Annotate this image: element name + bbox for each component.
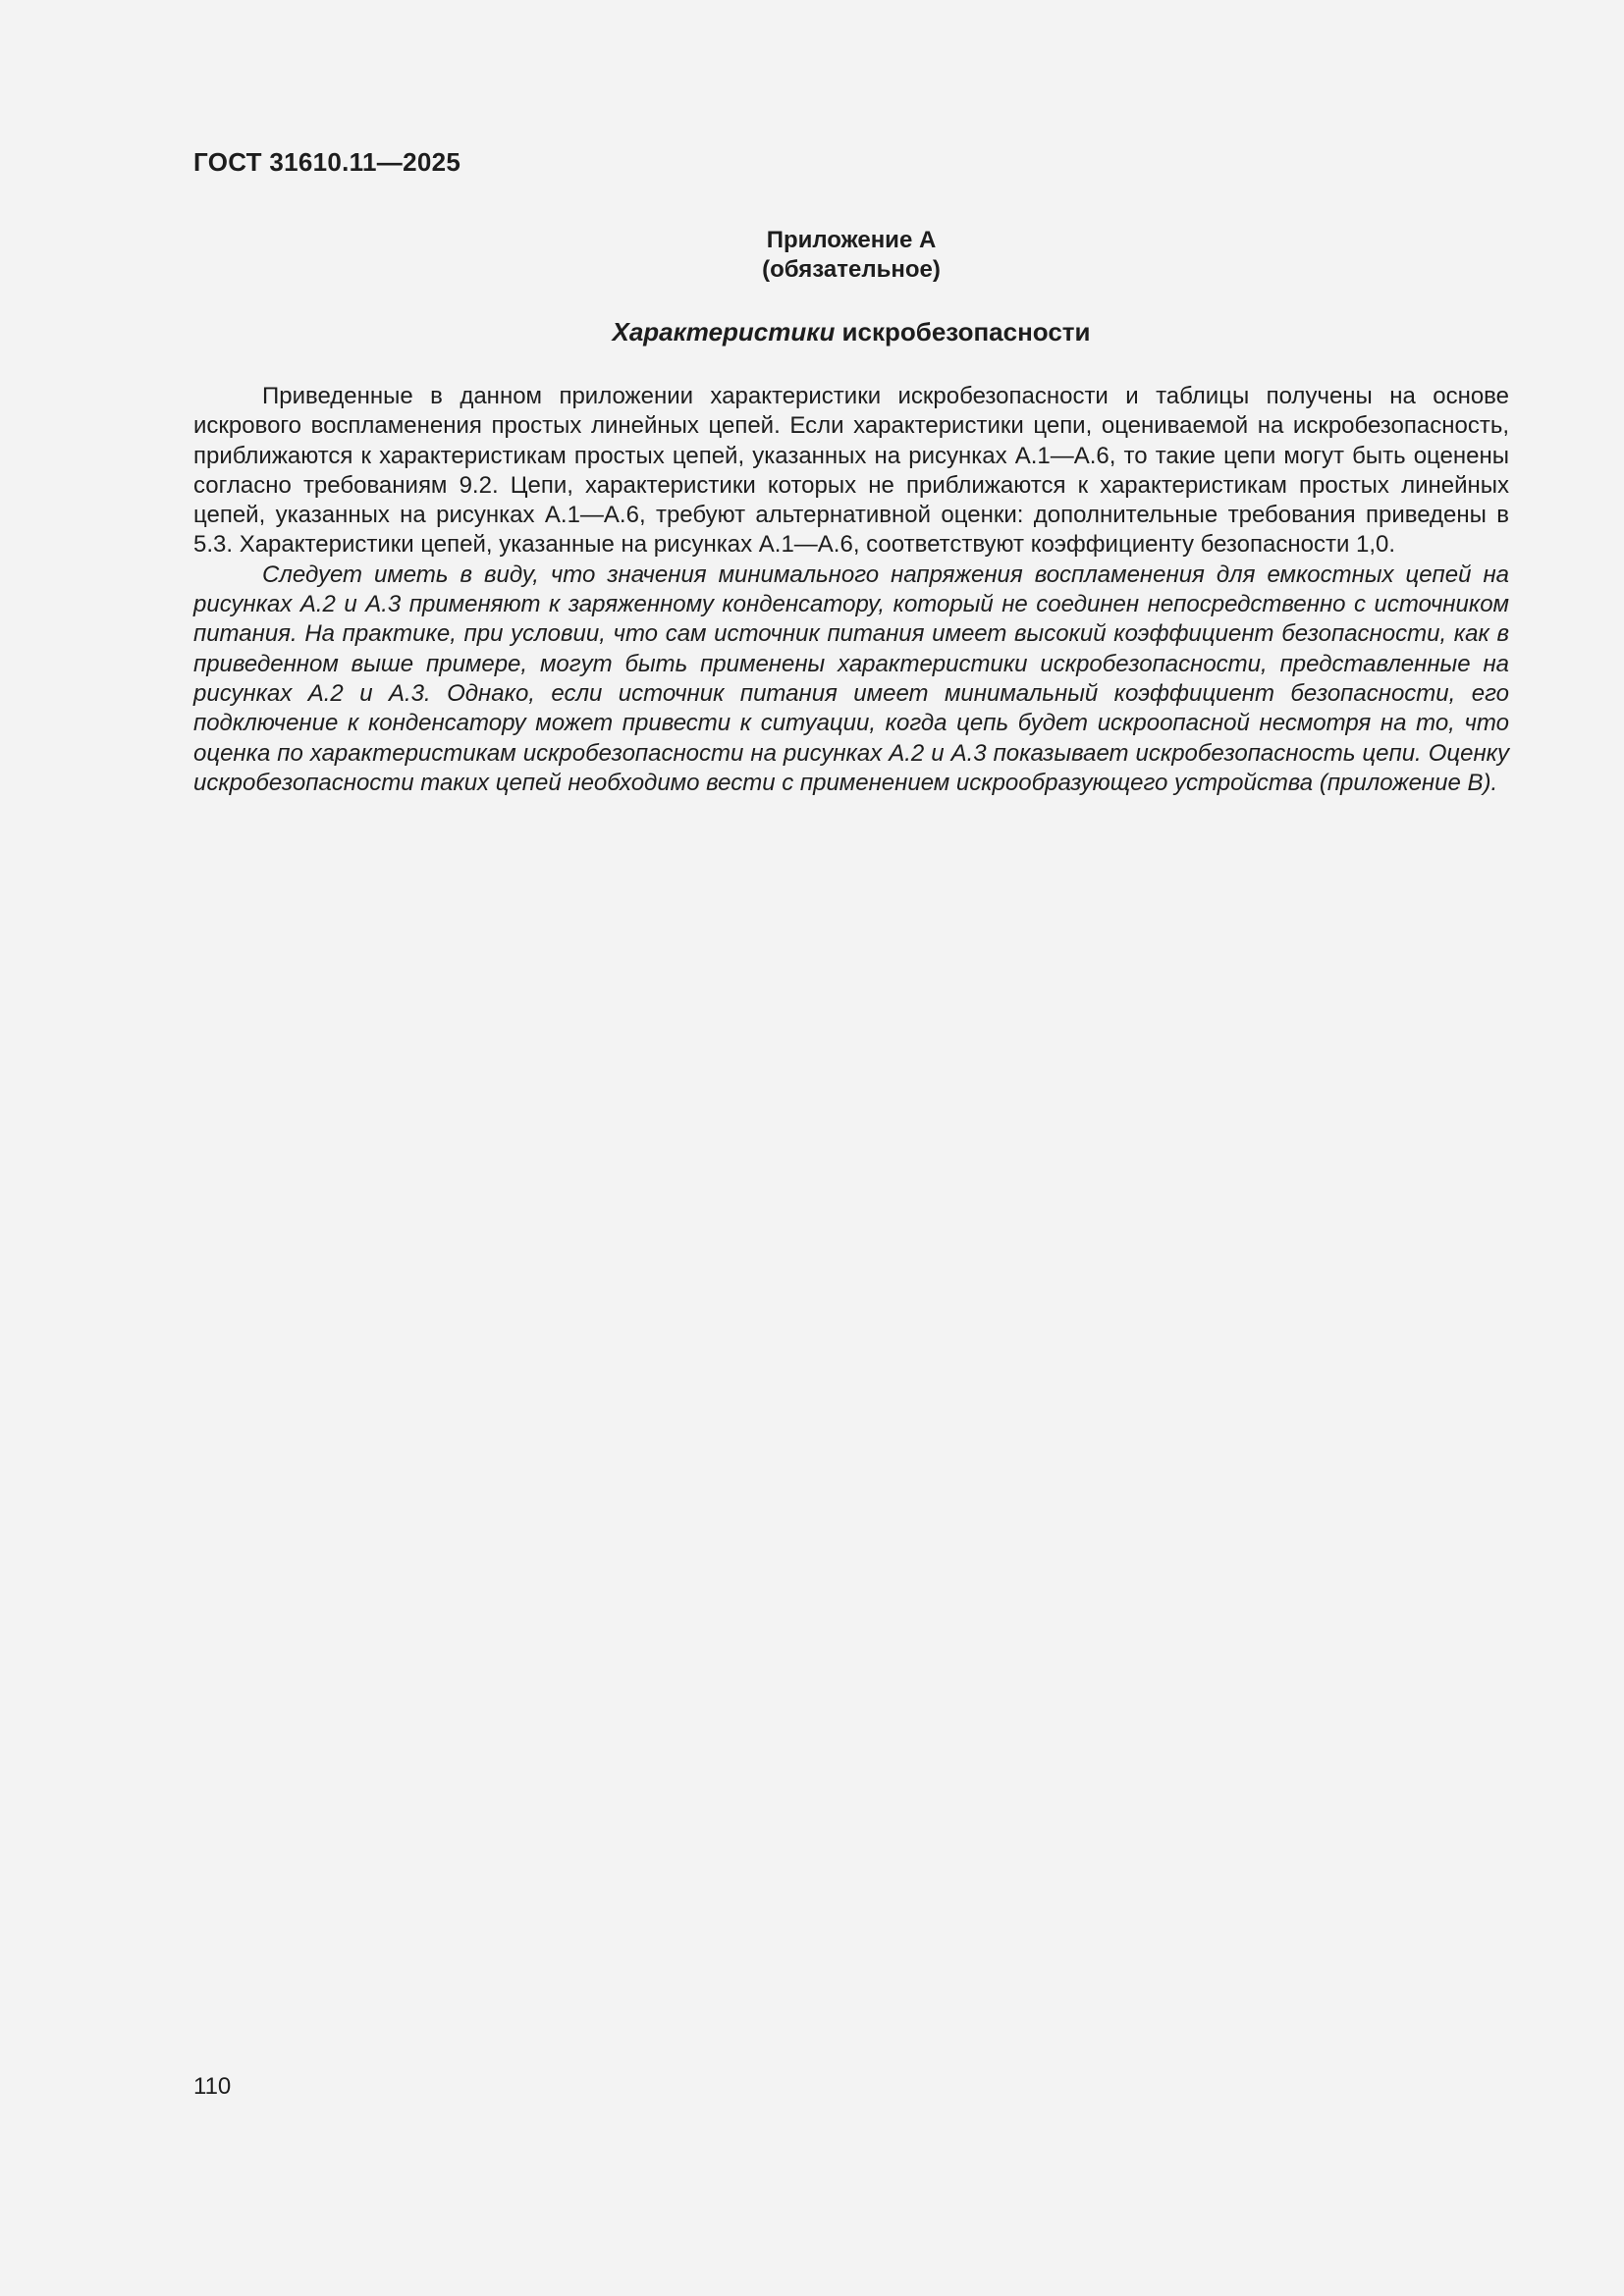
document-code-header: ГОСТ 31610.11—2025 xyxy=(193,147,461,177)
appendix-status: (обязательное) xyxy=(762,256,941,283)
page-number: 110 xyxy=(193,2073,232,2100)
section-title-rest: искробезопасности xyxy=(835,317,1091,347)
paragraph-note: Следует иметь в виду, что значения минимального напряжения воспламенения для емкостных цепей на рисунках А.2 и А.3 применяют к заряженному конденсатору, который не соединен непосредственно с источником питания. На практике, при условии, что сам источник питания имеет высокий коэффициент безопасности, как в приведенном выше примере, могут быть применены характеристики искробезопасности, представленные на рисунках А.2 и А.3. Однако, если источник питания имеет минимальный коэффициент безопасности, его подключение к конденсатору может привести к ситуации, когда цепь будет искроопасной несмотря на то, что оценка по характеристикам искробезопасности на рисунках А.2 и А.3 показывает искробезопасность цепи. Оценку искробезопасности таких цепей необходимо вести с применением искрообразующего устройства (приложение В). xyxy=(193,561,1509,796)
appendix-heading xyxy=(193,226,1509,285)
section-title-italic: Характеристики xyxy=(612,317,836,347)
body-text xyxy=(193,382,1509,798)
paragraph-intro: Приведенные в данном приложении характеристики искробезопасности и таблицы получены на основе искрового воспламенения простых линейных цепей. Если характеристики цепи, оцениваемой на искробезопасность, приближаются к характеристикам простых цепей, указанных на рисунках А.1—А.6, то такие цепи могут быть оценены согласно требованиям 9.2. Цепи, характеристики которых не приближаются к характеристикам простых линейных цепей, указанных на рисунках А.1—А.6, требуют альтернативной оценки: дополнительные требования приведены в 5.3. Характеристики цепей, указанные на рисунках А.1—А.6, соответствуют коэффициенту безопасности 1,0. xyxy=(193,383,1509,559)
appendix-label: Приложение А xyxy=(766,227,937,253)
section-title xyxy=(193,317,1509,347)
